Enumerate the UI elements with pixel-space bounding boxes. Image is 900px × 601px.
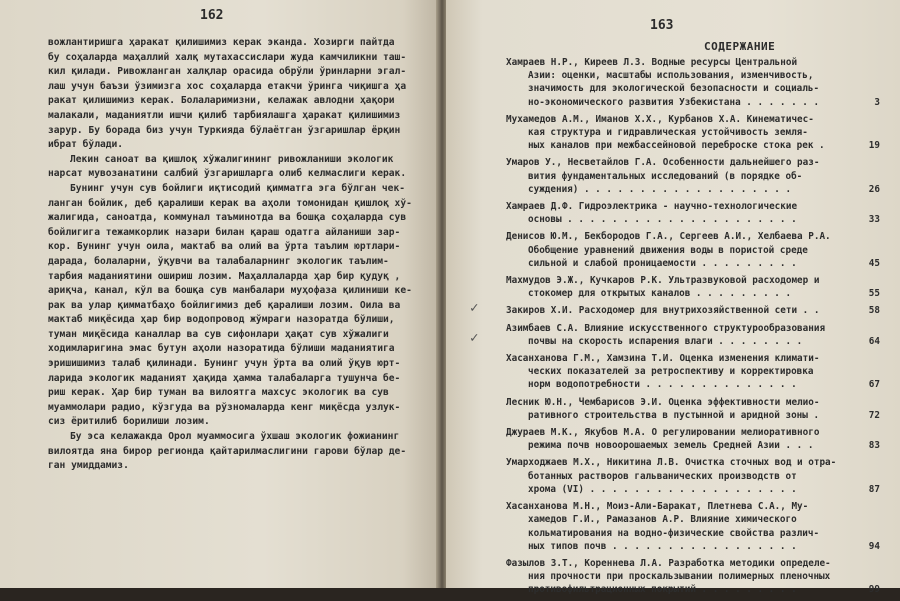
toc-entry-line: Махмудов Э.Ж., Кучкаров Р.К. Ультразвуковой расходомер и <box>506 275 820 287</box>
text-line: мактаб миқёсида ҳар бир водопровод жўмраги назоратда бўлиши, <box>48 314 395 326</box>
toc-entry-line: Азии: оценки, масштабы использования, изменчивость, <box>528 70 814 82</box>
toc-entry[interactable] <box>506 456 882 496</box>
toc-entry-line: хрома (VI) . . . . . . . . . . . . . . . . . . . <box>528 483 797 495</box>
text-line: кор. Бунинг учун оила, мактаб ва олий ва ўрта таълим юртлари- <box>48 241 401 253</box>
text-line: бойлигига тежамкорлик назари билан қараш одатга айланиши зар- <box>48 226 401 238</box>
toc-page-number: 55 <box>868 288 880 300</box>
text-line: рак ва улар қимматбаҳо бойлигимиз деб қаралиши лозим. Оила ва <box>48 299 401 311</box>
text-line: муаммолари радио, кўзгуда ва рўзномаларда кенг миқёсда узлук- <box>48 401 401 413</box>
text-line: зарур. Бу борада биз учун Туркияда бўлаётган ўзгаришлар ёрқин <box>48 124 401 136</box>
toc-entry[interactable] <box>506 156 882 196</box>
table-of-contents <box>506 56 882 601</box>
toc-entry-line: ческих показателей за ретроспективу и корректировка <box>528 366 814 378</box>
text-line: Бунинг учун сув бойлиги иқтисодий қимматга эга бўлган чек- <box>70 182 406 194</box>
text-line: нарсат мувозанатини салбий ўзгаришларга олиб келмаслиги керак. <box>48 168 407 180</box>
toc-entry-line: Лесник Ю.Н., Чембарисов Э.И. Оценка эффективности мелио- <box>506 396 820 408</box>
text-line: туман миқёсида каналлар ва сув сифонлари ҳақат сув хўжалиги <box>48 328 389 340</box>
text-line: ларида экологик маданият ҳақида ҳамма талабаларга тушунча бе- <box>48 372 401 384</box>
text-line: бу соҳаларда маҳаллий халқ мутахассислари жуда камчиликни таш- <box>48 51 407 63</box>
toc-entry[interactable] <box>506 352 882 392</box>
toc-entry[interactable] <box>506 322 882 348</box>
toc-entry[interactable] <box>506 396 882 422</box>
toc-entry-line: ных каналов при межбассейновой переброске стока рек . <box>528 140 825 152</box>
toc-entry-line: Умарходжаев М.Х., Никитина Л.В. Очистка сточных вод и отра- <box>506 457 837 469</box>
toc-title: СОДЕРЖАНИЕ <box>704 40 776 53</box>
toc-entry-line: вития фундаментальных исследований (в порядке об- <box>528 170 803 182</box>
text-line: кил қилади. Ривожланган халқлар орасида обрўли ўринларни эгал- <box>48 66 407 78</box>
toc-page-number: 99 <box>868 584 880 596</box>
toc-entry-line: хамедов Г.И., Рамазанов А.Р. Влияние химического <box>528 514 797 526</box>
text-line: ходимларигина эмас бутун аҳоли назоратида бўлиши маданиятига <box>48 343 395 355</box>
text-line: дарада, болаларни, ўқувчи ва талабаларнинг экологик таълим- <box>48 255 389 267</box>
toc-entry-line: ративного строительства в пустынной и аридной зоны . <box>528 409 820 421</box>
toc-entry-line: режима почв новоорошаемых земель Средней Азии . . . <box>528 440 814 452</box>
toc-entry-line: Хасанханова М.Н., Моиз-Али-Баракат, Плетнева С.А., Му- <box>506 501 809 513</box>
right-page <box>446 0 900 596</box>
toc-entry-line: Джураев М.К., Якубов М.А. О регулировании мелиоративного <box>506 427 820 439</box>
toc-entry[interactable] <box>506 200 882 226</box>
toc-entry-line: норм водопотребности . . . . . . . . . . . . . . <box>528 379 797 391</box>
check-mark-icon: ✓ <box>470 300 479 316</box>
text-line: ибрат бўлади. <box>48 139 124 151</box>
page-number-right: 163 <box>650 18 674 33</box>
text-line: риш керак. Ҳар бир туман ва вилоятга махсус экологик ва сув <box>48 387 389 399</box>
text-line: вилоятда яна бирор регионда қайтарилмаслигини гарови бўлар де- <box>48 445 407 457</box>
toc-entry[interactable] <box>506 557 882 597</box>
toc-page-number: 26 <box>868 183 880 195</box>
text-line: Бу эса келажакда Орол муаммосига ўхшаш экологик фожианинг <box>70 431 400 443</box>
toc-page-number: 19 <box>868 140 880 152</box>
text-line: сиз ёритилиб борилиши лозим. <box>48 416 210 428</box>
toc-entry[interactable] <box>506 304 882 317</box>
text-line: ланган бойлик, деб қаралиши керак ва аҳоли томонидан қишлоқ хў- <box>48 197 412 209</box>
toc-entry-line: Хамраев Н.Р., Киреев Л.З. Водные ресурсы Центральной <box>506 57 798 68</box>
toc-entry[interactable] <box>506 230 882 270</box>
toc-entry-line: но-экономического развития Узбекистана . . . . . . . <box>528 96 820 108</box>
text-line: ракат қилишимиз керак. Болаларимизни, келажак авлодни ҳақори <box>48 95 395 107</box>
toc-page-number: 67 <box>868 379 880 391</box>
toc-page-number: 45 <box>868 257 880 269</box>
toc-entry-line: Закиров Х.И. Расходомер для внутрихозяйственной сети . . <box>506 305 820 317</box>
toc-entry-line: ботанных растворов гальванических производств от <box>528 470 797 482</box>
text-line: ган умиддамиз. <box>48 460 129 472</box>
toc-entry[interactable] <box>506 274 882 300</box>
toc-entry-line: противофильтрационных покрытий . . . . . . . . . <box>528 584 797 596</box>
left-page <box>0 0 438 588</box>
toc-entry-line: стокомер для открытых каналов . . . . . . . . . <box>528 288 792 300</box>
toc-entry-line: суждения) . . . . . . . . . . . . . . . . . . . <box>528 183 792 195</box>
toc-entry-line: Хамраев Д.Ф. Гидроэлектрика - научно-технологические <box>506 201 798 213</box>
toc-entry[interactable] <box>506 426 882 452</box>
toc-entry[interactable] <box>506 56 882 109</box>
toc-entry-line: сильной и слабой проницаемости . . . . . . . . . <box>528 257 797 269</box>
text-line: малакали, маданиятли ишчи қилиб тарбиялашга ҳаракат қилишимиз <box>48 109 401 121</box>
text-line: тарбия маданиятини ошириш лозим. Маҳаллаларда ҳар бир қудуқ , <box>48 270 401 282</box>
toc-page-number: 33 <box>868 214 880 226</box>
toc-entry-line: значимость для экологической безопасности и социаль- <box>528 83 820 95</box>
toc-entry[interactable] <box>506 113 882 153</box>
check-mark-icon: ✓ <box>470 330 479 346</box>
toc-page-number: 64 <box>868 335 880 347</box>
text-line: лаш учун баъзи ўзимизга хос соҳаларда етакчи ўринга чиқишга ҳа <box>48 80 407 92</box>
toc-entry-line: Денисов Ю.М., Бекбородов Г.А., Сергеев А.И., Хелбаева Р.А. <box>506 231 831 243</box>
toc-page-number: 58 <box>868 305 880 317</box>
text-line: эришишимиз талаб қилинади. Бунинг учун ўрта ва олий ўқув юрт- <box>48 358 401 370</box>
toc-entry-line: Фазылов З.Т., Кореннева Л.А. Разработка методики определе- <box>506 557 831 569</box>
text-line: ариқча, канал, кўл ва бошқа сув манбалари муҳофаза қилиниши ке- <box>48 285 412 297</box>
toc-page-number: 83 <box>868 440 880 452</box>
toc-entry-line: кольматирования на водно-физические свойства различ- <box>528 527 820 539</box>
toc-entry-line: ных типов почв . . . . . . . . . . . . . . . . . <box>528 540 797 552</box>
toc-entry-line: Умаров У., Несветайлов Г.А. Особенности дальнейшего раз- <box>506 157 820 169</box>
toc-entry-line: ния прочности при проскальзывании полимерных пленочных <box>528 571 831 583</box>
toc-entry-line: Обобщение уравнений движения воды в пористой среде <box>528 244 808 256</box>
toc-page-number: 87 <box>868 483 880 495</box>
text-line: вожлантиришга ҳаракат қилишимиз керак эканда. Хозирги пайтда <box>48 37 395 48</box>
toc-entry-line: основы . . . . . . . . . . . . . . . . . . . . . <box>528 214 797 226</box>
text-line: Лекин саноат ва қишлоқ хўжалигининг ривожланиши экологик <box>70 153 394 165</box>
page-number-left: 162 <box>200 8 224 23</box>
toc-entry-line: Мухамедов А.М., Иманов Х.Х., Курбанов Х.А. Кинематичес- <box>506 113 814 125</box>
toc-entry-line: кая структура и гидравлическая устойчивость земля- <box>528 127 808 139</box>
left-page-text <box>48 36 414 474</box>
toc-entry-line: Азимбаев С.А. Влияние искусственного структурообразования <box>506 322 826 334</box>
toc-page-number: 72 <box>868 409 880 421</box>
toc-entry-line: Хасанханова Г.М., Хамзина Т.И. Оценка изменения климати- <box>506 353 820 365</box>
text-line: жалигида, саноатда, коммунал таъминотда ва бошқа соҳаларда сув <box>48 212 407 224</box>
toc-entry-line: почвы на скорость испарения влаги . . . . . . . . <box>528 335 803 347</box>
toc-page-number: 3 <box>874 96 880 108</box>
toc-entry[interactable] <box>506 500 882 553</box>
toc-page-number: 94 <box>868 540 880 552</box>
